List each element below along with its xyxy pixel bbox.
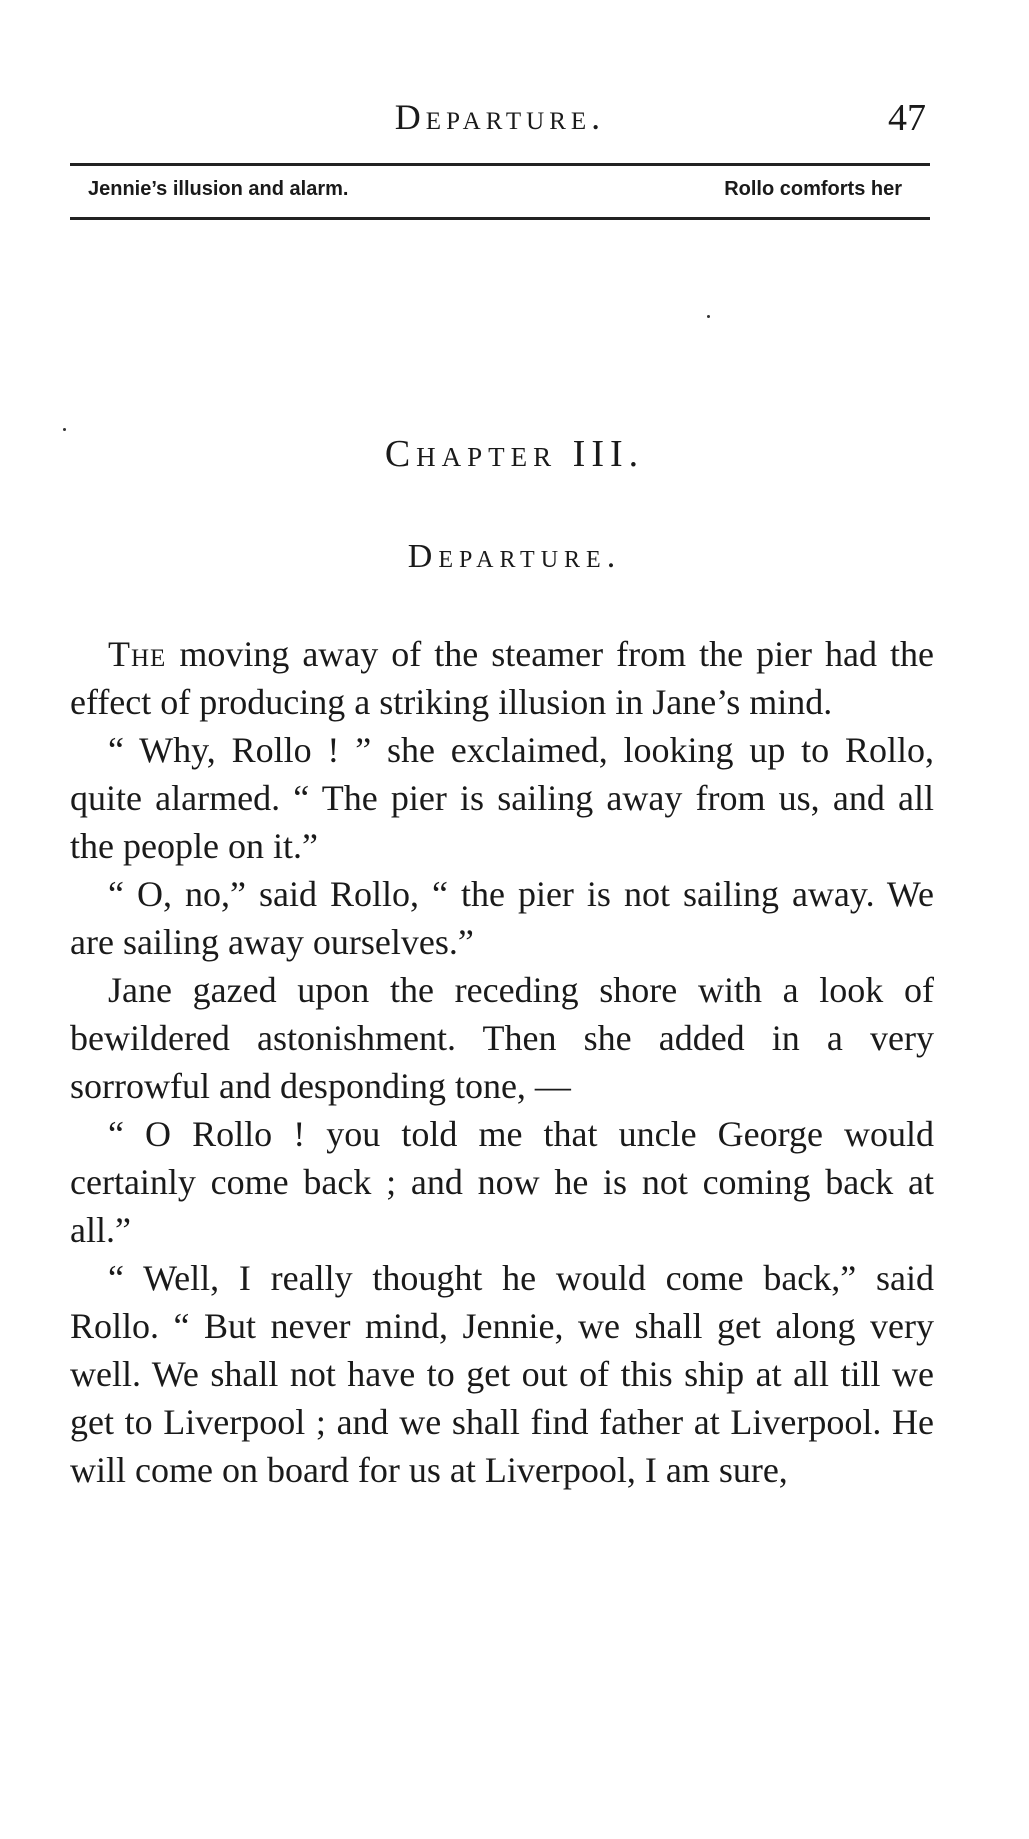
chapter-heading: Chapter III.	[384, 433, 645, 475]
paragraph-text: moving away of the steamer from the pier had the effect of producing a striking illusion in Jane’s mind.	[70, 634, 934, 722]
paragraph: “ Well, I really thought he would come back,” said Rollo. “ But never mind, Jennie, we shall get along very well. We shall not have to get out of this ship at all till we get to Liverpool ; and we shall find father at Liverpool. He will come on board for us at Liverpool, I am sure,	[70, 1258, 934, 1490]
topic-right: Rollo comforts her	[724, 178, 902, 200]
print-speck	[707, 315, 710, 318]
paragraph	[70, 630, 934, 726]
print-speck	[63, 428, 66, 431]
header-rule-bottom	[70, 217, 930, 220]
running-head	[70, 96, 930, 144]
topic-left: Jennie’s illusion and alarm.	[88, 178, 349, 200]
lead-word: The	[108, 634, 167, 674]
topic-line	[70, 174, 930, 206]
header-rule-top	[70, 163, 930, 166]
chapter-title: Departure.	[407, 538, 622, 575]
page-number: 47	[888, 97, 926, 139]
paragraph: Jane gazed upon the receding shore with a look of bewildered astonishment. Then she added in a very sorrowful and desponding tone, —	[70, 970, 934, 1106]
body-text	[70, 630, 934, 1494]
paragraph: “ O, no,” said Rollo, “ the pier is not sailing away. We are sailing away ourselves.”	[70, 874, 934, 962]
paragraph: “ Why, Rollo ! ” she exclaimed, looking up to Rollo, quite alarmed. “ The pier is sailing away from us, and all the people on it.”	[70, 730, 934, 866]
running-title: Departure.	[394, 97, 606, 137]
paragraph: “ O Rollo ! you told me that uncle George would certainly come back ; and now he is not coming back at all.”	[70, 1114, 934, 1250]
